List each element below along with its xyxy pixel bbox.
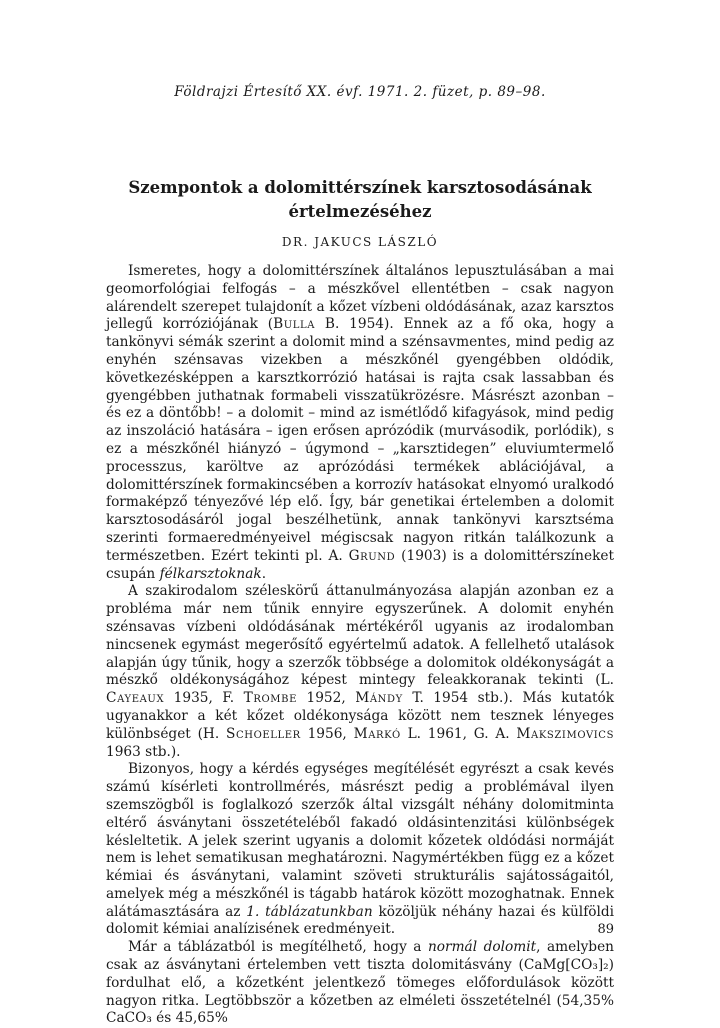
article-title-line-2: értelmezéséhez bbox=[288, 202, 432, 221]
text-run: közöljük néhány hazai és külföldi dolomit kémiai analízisének eredményeit. bbox=[106, 903, 615, 938]
text-run: . bbox=[261, 565, 267, 582]
author-name: DR. JAKUCS LÁSZLÓ bbox=[281, 235, 439, 249]
text-run: 1956, bbox=[300, 725, 354, 742]
paragraph bbox=[106, 263, 614, 583]
text-run: A szakirodalom széleskörű áttanulmányozása alapján azonban ez a probléma már nem tűnik ennyire egyszerűnek. A dolomit enyhén szénsavas vízbeni oldódásának mértékéről ugyanis az irodalomban nincsenek egymást megerősítő egyértelmű adatok. A fellelhető utalások alapján úgy tűnik, hogy a szerzők többsége a dolomitok oldékonyságát a mészkő oldékonyságához képest mintegy feleakkoranak tekinti (L. bbox=[106, 583, 614, 689]
cited-author: Mándy bbox=[355, 690, 403, 707]
text-run: Már a táblázatból is megítélhető, hogy a bbox=[128, 939, 428, 956]
text-run: 1935, F. bbox=[164, 690, 244, 707]
emphasis-text: 1. táblázatunkban bbox=[246, 903, 373, 920]
page-number: 89 bbox=[597, 922, 614, 937]
text-run: , amelyben csak az ásványtani értelemben vett tiszta dolomitásvány (CaMg[CO₃]₂) fordulhat elő, a kőzetként jelentkező tömeges előfordulások között nagyon ritka. Legtöbbször a kőzetben az elméleti összetételnél (54,35% CaCO₃ és 45,65% bbox=[106, 939, 614, 1027]
text-run: 1963 stb.). bbox=[106, 743, 181, 760]
text-run: B. 1954). Ennek az a fő oka, hogy a tankönyvi sémák szerint a dolomit mind a szénsavmentes, mind pedig az enyhén szénsavas vizekben a mészkőnél gyengébben oldódik, következésképpen a karsztkorrózió hatásai is rajta csak lassabban és gyengébben juthatnak formabeli visszatükrözésre. Másrészt azonban – és ez a döntőbb! – a dolomit – mind az ismétlődő kifagyások, mind pedig az inszoláció hatására – igen erősen aprózódik (murvásodik, porlódik), s ez a mészkőnél hiányzó – úgymond – „karsztidegen” eluviumtermelő processzus, karöltve az aprózódási termékek ablációjával, a dolomittérszínek formakincsében a korrozív hatásokat elnyomó uralkodó formaképző tényezővé lép elő. Így, bár genetikai értelemben a dolomit karsztosodásáról jogal beszélhetünk, annak tankönyvi karsztséma szerinti formaeredményeivel mégiscsak nagyon ritkán találkozunk a természetben. Ezért tekinti pl. A. bbox=[106, 316, 614, 564]
paragraph bbox=[106, 761, 614, 939]
emphasis-text: normál dolomit bbox=[427, 939, 537, 956]
text-run: 1952, bbox=[296, 690, 356, 707]
paragraph bbox=[106, 583, 614, 761]
text-run: Bizonyos, hogy a kérdés egységes megítélését egyrészt a csak kevés számú kísérleti kontrollmérés, másrészt pedig a problémával ilyen szemszögből is foglalkozó szerzők által vizsgált néhány dolomitminta eltérő ásványtani összetételéből fakadó oldásintenzitási különbségek késleltetik. A jelek szerint ugyanis a dolomit kőzetek oldódási normáját nem is lehet sematikusan meghatározni. Nagymértékben függ ez a kőzet kémiai és ásványtani, valamint szöveti strukturális sajátosságaitól, amelyek még a mészkőnél is tágabb határok között mozoghatnak. Ennek alátámasztására az bbox=[106, 761, 614, 920]
text-run: T. 1954 stb.). Más kutatók ugyanakkor a két kőzet oldékonysága között nem tesznek lényeges különbséget (H. bbox=[106, 690, 615, 742]
cited-author: Bulla bbox=[273, 316, 316, 333]
emphasis-text: félkarsztoknak bbox=[159, 565, 262, 582]
cited-author: Schoeller bbox=[226, 725, 301, 742]
text-run: Ismeretes, hogy a dolomittérszínek általános lepusztulásában a mai geomorfológiai felfogás – a mészkővel ellentétben – csak nagyon alárendelt szerepet tulajdonít a kőzet vízbeni oldódásának, azaz karsztos jellegű korróziójának ( bbox=[106, 263, 614, 333]
article-title-line-1: Szempontok a dolomittérszínek karsztosodásának bbox=[128, 178, 592, 197]
running-head: Földrajzi Értesítő XX. évf. 1971. 2. füzet, p. 89–98. bbox=[174, 84, 546, 100]
cited-author: Markó bbox=[353, 725, 401, 742]
cited-author: Trombe bbox=[243, 690, 297, 707]
paragraph bbox=[106, 939, 614, 1028]
article-body bbox=[106, 263, 614, 1028]
cited-author: Makszimovics bbox=[516, 725, 615, 742]
text-run: L. 1961, G. A. bbox=[400, 725, 517, 742]
article-title bbox=[60, 176, 660, 224]
cited-author: Cayeaux bbox=[106, 690, 165, 707]
cited-author: Grund bbox=[348, 547, 396, 564]
text-run: (1903) is a dolomittérszíneket csupán bbox=[106, 547, 614, 582]
